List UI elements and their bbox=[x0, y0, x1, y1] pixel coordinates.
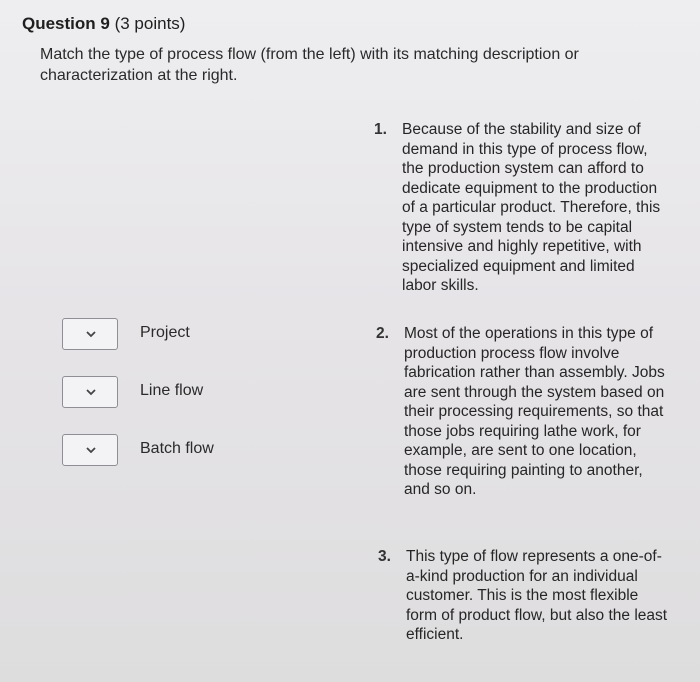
question-title bbox=[22, 14, 185, 34]
description-number: 2. bbox=[376, 325, 389, 342]
question-prompt: Match the type of process flow (from the left) with its matching description or characterization at the right. bbox=[40, 46, 579, 84]
description-number: 1. bbox=[374, 121, 387, 138]
chevron-down-icon bbox=[85, 386, 97, 398]
chevron-down-icon bbox=[85, 328, 97, 340]
match-label-batch-flow: Batch flow bbox=[140, 440, 214, 457]
match-select-project[interactable] bbox=[62, 318, 118, 350]
match-label-project: Project bbox=[140, 324, 190, 341]
match-select-line-flow[interactable] bbox=[62, 376, 118, 408]
description-text: Most of the operations in this type of production process flow involve fabrication rather than assembly. Jobs are sent through the system based on their processing requirements, so that those jobs requiring lathe work, for example, are sent to one location, those requiring painting to another, and so on. bbox=[404, 325, 665, 498]
description-number: 3. bbox=[378, 548, 391, 565]
match-select-batch-flow[interactable] bbox=[62, 434, 118, 466]
question-number: Question 9 bbox=[22, 14, 110, 33]
chevron-down-icon bbox=[85, 444, 97, 456]
question-points: (3 points) bbox=[114, 14, 186, 33]
description-text: Because of the stability and size of demand in this type of process flow, the production system can afford to dedicate equipment to the production of a particular product. Therefore, this type of system tends to be capital intensive and highly repetitive, with specialized equipment and limited labor skills. bbox=[402, 121, 661, 294]
description-text: This type of flow represents a one-of-a-kind production for an individual customer. This is the most flexible form of product flow, but also the least efficient. bbox=[406, 548, 668, 643]
match-label-line-flow: Line flow bbox=[140, 382, 204, 399]
